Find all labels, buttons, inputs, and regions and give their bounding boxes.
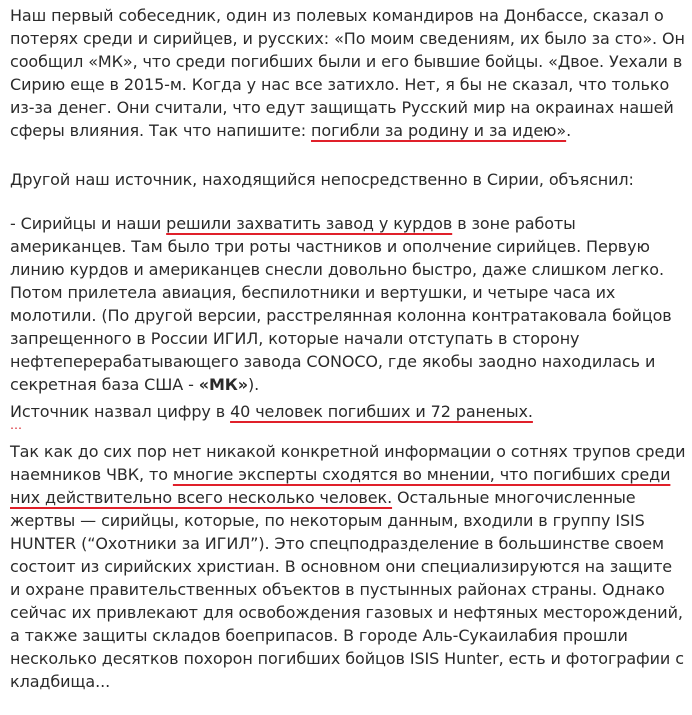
- paragraph-3: [10, 212, 686, 396]
- paragraph-4: [10, 400, 686, 423]
- paragraph-5-start: Так как до сих пор нет никакой конкретной информации о сотнях трупов среди наемников ЧВК, то: [10, 442, 686, 484]
- mk-reference: «МК»: [198, 375, 249, 394]
- paragraph-3-end: ).: [248, 375, 260, 394]
- paragraph-1-end: .: [566, 121, 572, 140]
- paragraph-5: [10, 440, 686, 693]
- paragraph-3-start: - Сирийцы и наши: [10, 214, 167, 233]
- paragraph-2: [10, 168, 686, 191]
- paragraph-2-text: Другой наш источник, находящийся непосредственно в Сирии, объяснил:: [10, 170, 634, 189]
- highlight-capture-plant: решили захватить завод у курдов: [166, 214, 453, 233]
- paragraph-1-text: Наш первый собеседник, один из полевых командиров на Донбассе, сказал о потерях среди и сирийцев, и русских: «По моим сведениям, их было за сто». Он сообщил «МК», что среди погибших были и его бывшие бойцы. «Двое. Уехали в Сирию еще в 2015-м. Когда у нас все затихло. Нет, я бы не сказал, что только из-за денег. Они считали, что едут защищать Русский мир на окраинах нашей сферы влияния. Так что напишите:: [10, 6, 685, 140]
- paragraph-1: [10, 4, 686, 142]
- highlight-casualty-figures: 40 человек погибших и 72 раненых.: [230, 402, 533, 421]
- highlight-experts-opinion: многие эксперты сходятся во мнении, что погибших среди них действительно всего несколько человек.: [10, 465, 671, 507]
- paragraph-5-text: Остальные многочисленные жертвы — сирийцы, которые, по некоторым данным, входили в группу ISIS HUNTER (“Охотники за ИГИЛ”). Это спецподразделение в большинстве своем состоит из сирийских христиан. В основном они специализируются на защите и охране правительственных объектов в пустынных районах страны. Однако сейчас их привлекают для освобождения газовых и нефтяных месторождений, а также защиты складов боеприпасов. В городе Аль-Сукаилабия прошли несколько десятков похорон погибших бойцов ISIS Hunter, есть и фотографии с кладбища...: [10, 488, 684, 691]
- highlight-for-homeland: погибли за родину и за идею»: [311, 121, 567, 140]
- ellipsis-marker: …: [10, 418, 23, 432]
- paragraph-4-text: Источник назвал цифру в: [10, 402, 231, 421]
- paragraph-3-text: в зоне работы американцев. Там было три роты частников и ополчение сирийцев. Первую линию курдов и американцев снесли довольно быстро, даже слишком легко. Потом прилетела авиация, беспилотники и вертушки, и четыре часа их молотили. (По другой версии, расстрелянная колонна контратаковала бойцов запрещенного в России ИГИЛ, которые начали отступать в сторону нефтеперерабатывающего завода CONOCO, где якобы заодно находилась и секретная база США -: [10, 214, 672, 394]
